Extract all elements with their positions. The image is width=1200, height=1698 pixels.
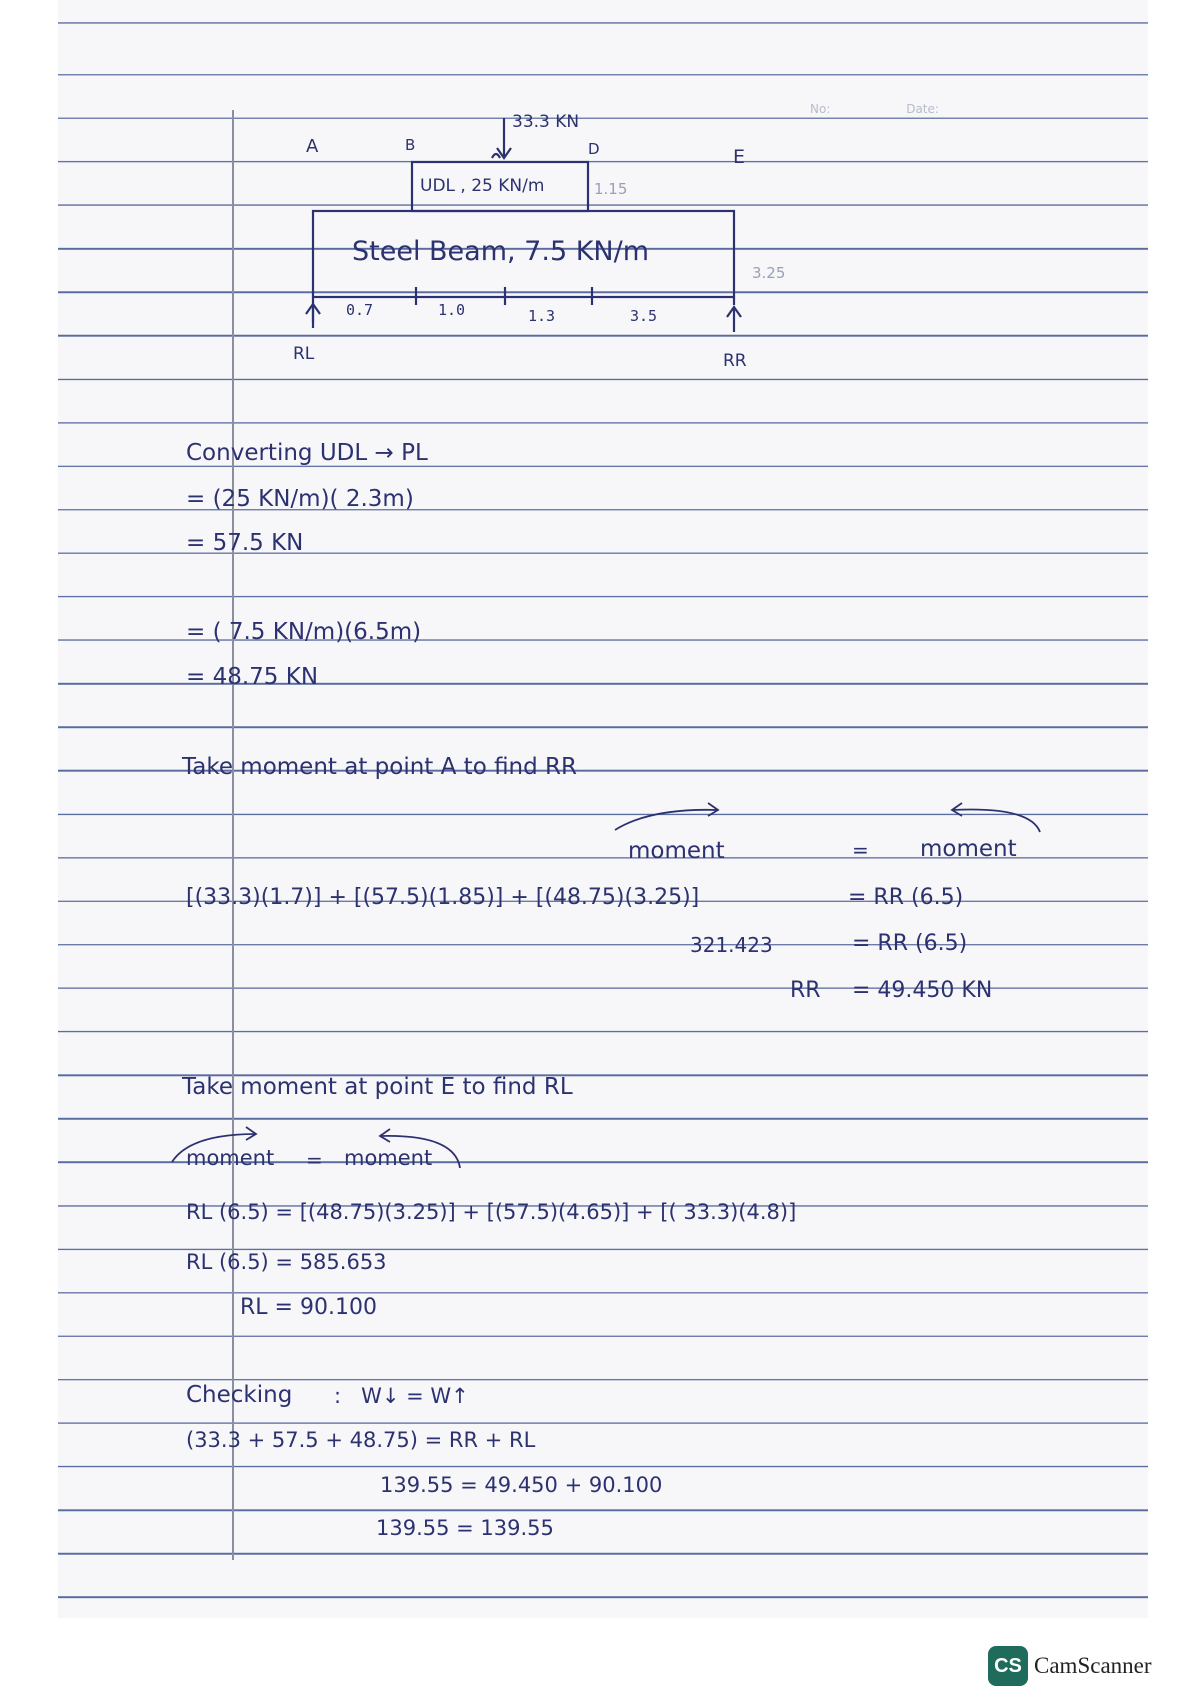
checking-line-1: (33.3 + 57.5 + 48.75) = RR + RL (186, 1428, 536, 1452)
rl-moment-equals: = (306, 1148, 323, 1172)
camscanner-watermark (988, 1646, 1152, 1686)
checking-line-2: 139.55 = 49.450 + 90.100 (380, 1473, 663, 1497)
no-label: No: (810, 102, 831, 116)
rl-result: RL = 90.100 (240, 1295, 377, 1320)
point-a-label: A (306, 136, 319, 157)
rr-moment-equals: = (852, 838, 869, 862)
point-b-label: B (405, 136, 416, 154)
checking-title: Checking (186, 1382, 293, 1408)
convert-title: Converting UDL → PL (186, 440, 428, 466)
rl-moment-right-label: moment (344, 1146, 433, 1170)
convert-line-4: = 48.75 KN (186, 664, 319, 690)
udl-label: UDL , 25 KN/m (420, 176, 545, 196)
checking-line-3: 139.55 = 139.55 (376, 1516, 554, 1540)
rr-moment-right-arc (952, 809, 1040, 832)
rr-moment-left-label: moment (628, 838, 725, 864)
rl-section-title: Take moment at point E to find RL (182, 1074, 573, 1100)
checking-balance: : W↓ = W↑ (334, 1384, 469, 1408)
rr-section-title: Take moment at point A to find RR (182, 754, 578, 780)
convert-line-3: = ( 7.5 KN/m)(6.5m) (186, 619, 422, 645)
point-d-label: D (588, 140, 600, 158)
point-load-label: 33.3 KN (512, 112, 580, 132)
udl-height-label: 1.15 (594, 180, 628, 198)
rl-equation-line-1: RL (6.5) = [(48.75)(3.25)] + [(57.5)(4.65)] + [( 33.3)(4.8)] (186, 1200, 797, 1224)
rr-equation-line-2-rhs: = RR (6.5) (852, 931, 968, 956)
reaction-right-label: RR (723, 351, 747, 371)
rr-result: = 49.450 KN (852, 978, 993, 1003)
rr-equation-line-3: RR (790, 978, 821, 1003)
date-label: Date: (906, 102, 939, 116)
point-e-label: E (733, 146, 746, 168)
rr-equation-line-1-rhs: = RR (6.5) (848, 885, 964, 910)
beam-height-label: 3.25 (752, 264, 786, 282)
reaction-left-label: RL (293, 344, 315, 364)
span-label-1: 0.7 (346, 301, 374, 319)
convert-line-2: = 57.5 KN (186, 530, 304, 556)
camscanner-label: CamScanner (1034, 1653, 1152, 1678)
rl-moment-left-label: moment (186, 1146, 275, 1170)
span-label-2: 1.0 (438, 301, 466, 319)
rr-equation-line-2: 321.423 (690, 933, 773, 957)
convert-line-1: = (25 KN/m)( 2.3m) (186, 486, 414, 512)
span-label-3: 1.3 (528, 307, 556, 325)
rr-equation-line-1: [(33.3)(1.7)] + [(57.5)(1.85)] + [(48.75)(3.25)] (186, 885, 700, 910)
beam-label: Steel Beam, 7.5 KN/m (352, 236, 649, 267)
rr-moment-right-label: moment (920, 836, 1017, 862)
span-label-4: 3.5 (630, 307, 658, 325)
rl-equation-line-2: RL (6.5) = 585.653 (186, 1250, 387, 1274)
rr-moment-left-arc (615, 810, 718, 830)
camscanner-logo-icon: CS (988, 1646, 1028, 1686)
